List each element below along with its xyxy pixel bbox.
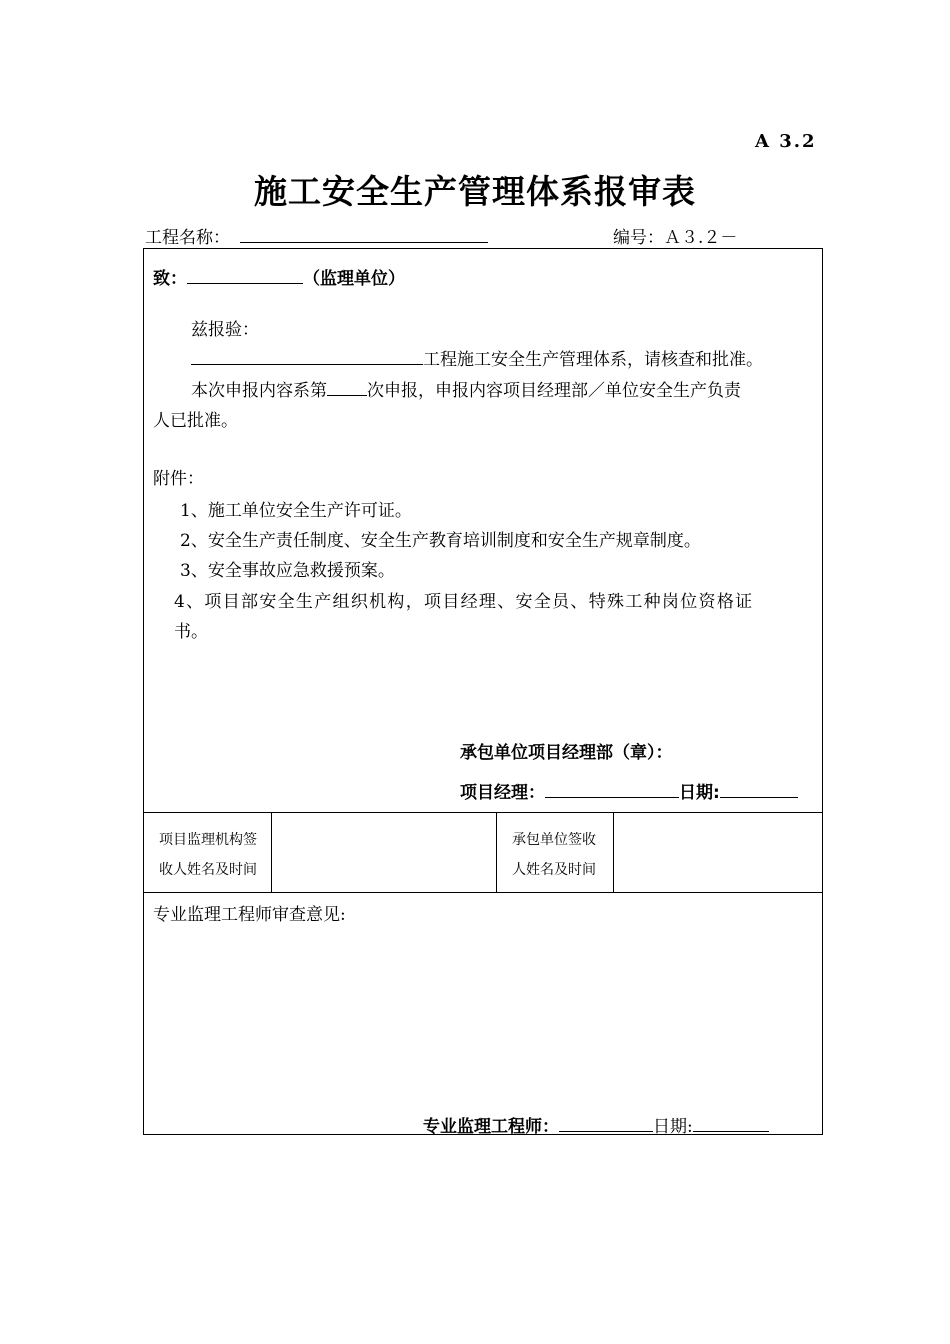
supervision-receipt-label-2: 收人姓名及时间	[159, 862, 257, 878]
contractor-receipt-label-2: 人姓名及时间	[512, 862, 596, 878]
form-code: A 3.2	[755, 131, 817, 152]
project-manager-blank[interactable]	[545, 780, 679, 798]
form-title: 施工安全生产管理体系报审表	[254, 172, 696, 211]
supervision-receipt-field[interactable]	[272, 813, 495, 891]
body-line-2-suffix: 次申报，申报内容项目经理部／单位安全生产负责	[367, 381, 741, 401]
body-line-1-text: 工程施工安全生产管理体系，请核查和批准。	[423, 350, 763, 370]
body-line-2-prefix: 本次申报内容系第	[191, 381, 327, 401]
attachment-item: 1、施工单位安全生产许可证。	[180, 501, 412, 521]
body-line-3: 人已批准。	[153, 411, 238, 431]
project-blank[interactable]	[191, 347, 423, 365]
submit-text: 兹报验：	[191, 320, 259, 340]
attachment-item: 4、项目部安全生产组织机构，项目经理、安全员、特殊工种岗位资格证	[174, 592, 754, 612]
contractor-dept-label: 承包单位项目经理部（章）：	[460, 743, 673, 763]
contractor-receipt-label-1: 承包单位签收	[512, 832, 596, 848]
supervision-receipt-label-1: 项目监理机构签	[159, 832, 257, 848]
table-divider	[496, 812, 497, 892]
project-manager-label: 项目经理：	[460, 783, 545, 803]
attachments-label: 附件：	[153, 469, 204, 489]
engineer-sign-line	[423, 1112, 769, 1137]
engineer-date-label: 日期:	[653, 1117, 693, 1137]
supervision-unit-blank[interactable]	[187, 266, 303, 284]
engineer-opinion-field[interactable]	[150, 930, 816, 1100]
body-line-2	[191, 376, 741, 401]
addressee-line	[153, 264, 405, 289]
engineer-label: 专业监理工程师：	[423, 1117, 559, 1137]
attachment-item: 3、安全事故应急救援预案。	[180, 561, 395, 581]
submission-count-blank[interactable]	[327, 378, 367, 396]
engineer-date-blank[interactable]	[693, 1114, 769, 1132]
engineer-blank[interactable]	[559, 1114, 653, 1132]
attachment-item: 书。	[174, 622, 208, 642]
project-name-label: 工程名称：	[145, 228, 230, 248]
project-name-blank[interactable]	[240, 241, 488, 243]
date-blank[interactable]	[720, 780, 798, 798]
contractor-receipt-field[interactable]	[614, 813, 822, 891]
manager-sign-line	[460, 778, 798, 803]
serial-number-label: 编号：Ａ３.２－	[613, 228, 738, 248]
to-label: 致：	[153, 269, 187, 289]
date-label: 日期:	[679, 783, 720, 803]
table-divider	[143, 892, 823, 893]
attachment-item: 2、安全生产责任制度、安全生产教育培训制度和安全生产规章制度。	[180, 531, 701, 551]
engineer-opinion-label: 专业监理工程师审查意见:	[153, 905, 346, 925]
body-line-1	[191, 345, 763, 370]
to-suffix: （监理单位）	[303, 269, 405, 289]
